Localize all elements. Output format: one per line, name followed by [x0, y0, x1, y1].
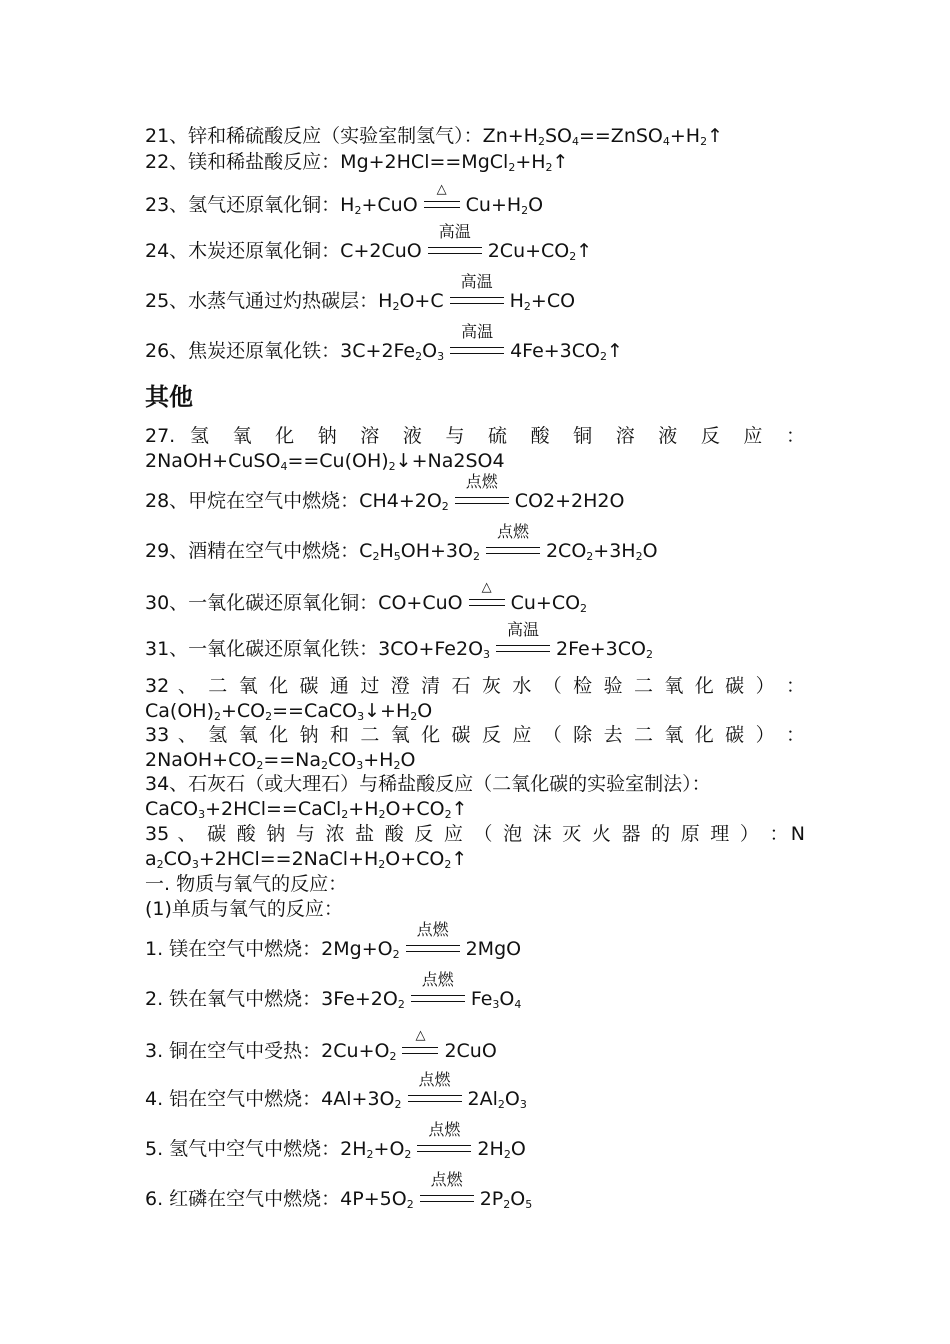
text-run: 4Fe+3CO — [510, 340, 600, 362]
equals-sign-icon — [411, 995, 465, 1002]
subscript: 4 — [280, 460, 288, 473]
subscript: 4 — [571, 135, 579, 148]
equation-line — [145, 272, 576, 313]
text-run: (1)单质与氧气的反应： — [145, 898, 343, 920]
subscript: 2 — [521, 204, 529, 217]
equation-line — [145, 1120, 526, 1161]
subscript: 2 — [635, 550, 643, 563]
subscript: 2 — [406, 1198, 414, 1211]
equation-line — [145, 150, 568, 174]
reaction-condition — [496, 620, 550, 661]
reaction-condition — [411, 970, 465, 1011]
text-run: 28、甲烷在空气中燃烧：CH4+2O — [145, 490, 442, 512]
text-run: CO — [163, 848, 192, 870]
text-run: 26、焦炭还原氧化铁：3C+2Fe — [145, 340, 416, 362]
text-run: 2Cu+CO — [487, 240, 570, 262]
text-run: 34、石灰石（或大理石）与稀盐酸反应（二氧化碳的实验室制法）： — [145, 773, 711, 795]
equals-sign-icon — [469, 599, 505, 606]
equals-sign-icon — [424, 201, 460, 208]
text-run: ↑ — [576, 240, 593, 262]
text-run: Fe — [470, 988, 493, 1010]
subscript: 2 — [415, 350, 423, 363]
equation-line — [145, 797, 468, 821]
subscript: 2 — [341, 808, 349, 821]
reaction-condition — [455, 472, 509, 513]
text-run: 2P — [479, 1188, 504, 1210]
equals-sign-icon — [406, 945, 460, 952]
text-run: 23、氢气还原氧化铜：H — [145, 194, 355, 216]
subscript: 2 — [441, 500, 449, 513]
text-run: O+C — [399, 290, 444, 312]
subscript: 4 — [662, 135, 670, 148]
equals-sign-icon — [486, 547, 540, 554]
text-run: 21、锌和稀硫酸反应（实验室制氢气）：Zn+H — [145, 125, 538, 147]
text-run: ==Cu(OH) — [287, 450, 389, 472]
text-run: 2Al — [467, 1088, 498, 1110]
text-run: O — [422, 340, 438, 362]
text-run: 2NaOH+CuSO — [145, 450, 281, 472]
reaction-condition — [408, 1070, 462, 1111]
condition-label: 高温 — [461, 322, 494, 341]
subscript: 2 — [444, 858, 452, 871]
subscript: 2 — [410, 710, 418, 723]
equation-line — [145, 322, 623, 363]
subscript: 3 — [483, 648, 491, 661]
subscript: 2 — [156, 858, 164, 871]
subscript: 2 — [569, 250, 577, 263]
text-run: ==CaCO — [272, 700, 358, 722]
subscript: 2 — [394, 1098, 402, 1111]
text-run: Cu+CO — [510, 592, 581, 614]
text-run: CO2+2H2O — [514, 490, 625, 512]
text-run: ↑ — [707, 125, 724, 147]
subscript: 2 — [600, 350, 607, 363]
text-run: CaCO — [145, 798, 199, 820]
subscript: 2 — [256, 759, 264, 772]
text-run: 30、一氧化碳还原氧化铜：CO+CuO — [145, 592, 463, 614]
condition-label: 点燃 — [430, 1170, 463, 1189]
reaction-condition — [428, 222, 482, 263]
text-run: 2Fe+3CO — [556, 638, 646, 660]
text-run: 25、水蒸气通过灼热碳层：H — [145, 290, 393, 312]
subscript: 2 — [580, 602, 588, 615]
equation-line — [145, 1028, 497, 1063]
equation-line — [145, 872, 347, 896]
condition-label: 点燃 — [496, 522, 529, 541]
equation-line — [145, 182, 544, 217]
text-run: ==Na — [263, 749, 322, 771]
subscript: 2 — [586, 550, 594, 563]
subscript: 3 — [198, 808, 206, 821]
subscript: 2 — [392, 948, 400, 961]
text-run: a — [145, 848, 157, 870]
text-run: 5. 氢气中空气中燃烧：2H — [145, 1138, 367, 1160]
equation-line — [145, 472, 625, 513]
equation-line — [145, 580, 588, 615]
text-run: O — [510, 1188, 526, 1210]
equation-line — [145, 970, 522, 1011]
subscript: 2 — [472, 550, 480, 563]
text-run: ↑ — [552, 151, 569, 173]
subscript: 2 — [503, 1148, 511, 1161]
subscript: 2 — [497, 1098, 505, 1111]
subscript: 3 — [437, 350, 445, 363]
equals-sign-icon — [408, 1095, 462, 1102]
text-run: 6. 红磷在空气中燃烧：4P+5O — [145, 1188, 407, 1210]
text-run: 1. 镁在空气中燃烧：2Mg+O — [145, 938, 393, 960]
equation-line — [145, 124, 723, 148]
condition-label: 高温 — [507, 620, 540, 639]
equation-line — [145, 920, 522, 961]
text-run: O+CO — [385, 848, 445, 870]
equals-sign-icon — [450, 347, 504, 354]
equation-line — [145, 620, 653, 661]
text-run: +H — [348, 798, 379, 820]
text-run: +H — [515, 151, 546, 173]
text-run: 4. 铝在空气中燃烧：4Al+3O — [145, 1088, 395, 1110]
condition-label: 点燃 — [416, 920, 449, 939]
subscript: 2 — [366, 1148, 374, 1161]
equals-sign-icon — [428, 247, 482, 254]
equals-sign-icon — [496, 645, 550, 652]
text-run: SO — [544, 125, 572, 147]
equals-sign-icon — [402, 1047, 438, 1054]
subscript: 2 — [508, 161, 516, 174]
subscript: 2 — [397, 998, 405, 1011]
subscript: 3 — [357, 710, 365, 723]
condition-label: △ — [436, 182, 447, 197]
subscript: 2 — [213, 710, 221, 723]
subscript: 2 — [389, 1050, 397, 1063]
text-run: 2CO — [545, 540, 587, 562]
text-run: CO — [328, 749, 357, 771]
reaction-condition — [417, 1120, 471, 1161]
equation-line — [145, 772, 711, 796]
text-run: +2HCl==CaCl — [205, 798, 342, 820]
equation-line — [145, 847, 467, 871]
subscript: 3 — [492, 998, 500, 1011]
text-run: Ca(OH) — [145, 700, 214, 722]
condition-label: 点燃 — [418, 1070, 451, 1089]
reaction-condition — [406, 920, 460, 961]
subscript: 2 — [378, 858, 386, 871]
equation-line — [145, 1170, 533, 1211]
text-run: 24、木炭还原氧化铜：C+2CuO — [145, 240, 422, 262]
subscript: 2 — [321, 759, 329, 772]
equals-sign-icon — [455, 497, 509, 504]
equation-line — [145, 449, 505, 473]
subscript: 2 — [503, 1198, 511, 1211]
text-run: O — [400, 749, 416, 771]
subscript: 3 — [519, 1098, 527, 1111]
reaction-condition — [420, 1170, 474, 1211]
equation-line — [145, 522, 658, 563]
subscript: 2 — [378, 808, 386, 821]
text-run: O — [528, 194, 544, 216]
text-run: O — [510, 1138, 526, 1160]
subscript: 2 — [444, 808, 452, 821]
text-run: ↑ — [451, 798, 468, 820]
text-run: OH+3O — [400, 540, 473, 562]
text-run: +CO — [530, 290, 576, 312]
equals-sign-icon — [450, 297, 504, 304]
equation-line: 33 、 氢 氧 化 钠 和 二 氧 化 碳 反 应 （ 除 去 二 氧 化 碳 ） ： — [145, 724, 805, 746]
text-run: 2NaOH+CO — [145, 749, 257, 771]
text-run: 2MgO — [465, 938, 522, 960]
equation-line: 27. 氢 氧 化 钠 溶 液 与 硫 酸 铜 溶 液 反 应 ： — [145, 425, 805, 447]
subscript: 2 — [700, 135, 708, 148]
condition-label: 高温 — [438, 222, 471, 241]
subscript: 2 — [388, 460, 396, 473]
text-run: 29、酒精在空气中燃烧：C — [145, 540, 373, 562]
subscript: 2 — [404, 1148, 412, 1161]
text-run: O — [504, 1088, 520, 1110]
reaction-condition — [424, 182, 460, 217]
text-run: 2H — [477, 1138, 504, 1160]
equals-sign-icon — [420, 1195, 474, 1202]
condition-label: 高温 — [460, 272, 493, 291]
text-run: +H — [669, 125, 701, 147]
text-run: O — [499, 988, 515, 1010]
condition-label: △ — [481, 580, 492, 595]
text-run: 31、一氧化碳还原氧化铁：3CO+Fe2O — [145, 638, 484, 660]
text-run: H — [509, 290, 524, 312]
text-run: O — [417, 700, 433, 722]
text-run: O+CO — [385, 798, 445, 820]
subscript: 2 — [545, 161, 553, 174]
text-run: 3. 铜在空气中受热：2Cu+O — [145, 1040, 390, 1062]
text-run: ↑ — [451, 848, 468, 870]
text-run: O — [642, 540, 658, 562]
subscript: 2 — [372, 550, 380, 563]
equation-line — [145, 897, 343, 921]
subscript: 2 — [354, 204, 362, 217]
text-run: +CuO — [361, 194, 418, 216]
reaction-condition — [402, 1028, 438, 1063]
text-run: Cu+H — [465, 194, 522, 216]
condition-label: 点燃 — [428, 1120, 461, 1139]
equation-line: 32 、 二 氧 化 碳 通 过 澄 清 石 灰 水 （ 检 验 二 氧 化 碳 ） ： — [145, 675, 805, 697]
text-run: +O — [373, 1138, 405, 1160]
subscript: 2 — [392, 300, 400, 313]
equation-line — [145, 748, 415, 772]
text-run: ↓+Na2SO4 — [395, 450, 505, 472]
text-run: +H — [363, 749, 394, 771]
subscript: 3 — [356, 759, 364, 772]
subscript: 4 — [514, 998, 522, 1011]
text-run: H — [379, 540, 394, 562]
reaction-condition — [450, 322, 504, 363]
equation-line — [145, 1070, 527, 1111]
text-run: ↓+H — [364, 700, 411, 722]
equation-line — [145, 222, 593, 263]
text-run: 22、镁和稀盐酸反应：Mg+2HCl==MgCl — [145, 151, 509, 173]
equals-sign-icon — [417, 1145, 471, 1152]
subscript: 2 — [265, 710, 273, 723]
subscript: 3 — [191, 858, 199, 871]
equation-line — [145, 699, 432, 723]
text-run: 2. 铁在氧气中燃烧：3Fe+2O — [145, 988, 398, 1010]
text-run: +3H — [593, 540, 636, 562]
text-run: 2CuO — [444, 1040, 497, 1062]
text-run: ==ZnSO — [578, 125, 663, 147]
text-run: +CO — [220, 700, 266, 722]
subscript: 2 — [523, 300, 531, 313]
subscript: 2 — [393, 759, 401, 772]
condition-label: 点燃 — [465, 472, 498, 491]
reaction-condition — [486, 522, 540, 563]
condition-label: 点燃 — [421, 970, 454, 989]
text-run: ↑ — [607, 340, 623, 362]
subscript: 5 — [393, 550, 401, 563]
reaction-condition — [469, 580, 505, 615]
subscript: 2 — [645, 648, 653, 661]
text-run: 一. 物质与氧气的反应： — [145, 873, 348, 895]
condition-label: △ — [415, 1028, 426, 1043]
subscript: 5 — [525, 1198, 533, 1211]
equation-line: 35 、 碳 酸 钠 与 浓 盐 酸 反 应 （ 泡 沫 灭 火 器 的 原 理 ） ：N — [145, 823, 805, 845]
reaction-condition — [450, 272, 504, 313]
section-heading: 其他 — [145, 383, 193, 411]
text-run: +2HCl==2NaCl+H — [198, 848, 379, 870]
subscript: 2 — [537, 135, 545, 148]
